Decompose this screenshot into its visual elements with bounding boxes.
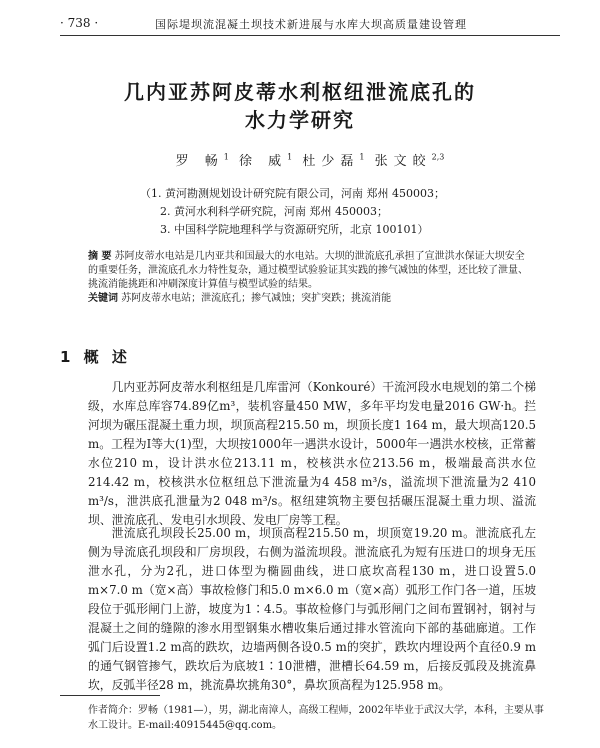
author: 杜少磊$^1$ — [302, 152, 365, 169]
page-header — [60, 16, 560, 32]
keywords-text: 苏阿皮蒂水电站；泄流底孔；掺气减蚀；突扩突跌；挑流消能 — [121, 293, 392, 304]
footnote — [88, 703, 548, 733]
affiliation: 3. 中国科学院地理科学与资源研究所，北京 100101） — [160, 223, 429, 236]
abstract-text: 苏阿皮蒂水电站是几内亚共和国最大的水电站。大坝的泄流底孔承担了宣泄洪水保证大坝安全的重要任务，泄流底孔水力特性复杂，通过模型试验验证其实践的掺气减蚀的体型，还比较了泄量、挑流消能挑距和冲刷深度计算值与模型试验的结果。 — [88, 251, 528, 290]
abstract — [88, 250, 528, 306]
affiliation: （1. 黄河勘测规划设计研究院有限公司，河南 郑州 450003； — [140, 187, 445, 200]
footnote-label: 作者简介： — [88, 705, 138, 716]
page-number: · 738 · — [60, 16, 99, 30]
running-head: 国际堤坝流混凝土坝技术新进展与水库大坝高质量建设管理 — [155, 18, 467, 31]
footnote-text: 罗畅（1981—），男，湖北南漳人，高级工程师，2002年毕业于武汉大学，本科，主要从事水工设计。E-mail:40915445@qq.com。 — [88, 705, 544, 731]
footnote-rule — [60, 695, 160, 696]
section-heading — [60, 346, 131, 367]
section-title: 概 述 — [83, 348, 131, 366]
paper-title-line-1: 几内亚苏阿皮蒂水利枢纽泄流底孔的 — [124, 80, 476, 104]
paper-title-line-2: 水力学研究 — [245, 108, 355, 132]
body-paragraph: 几内亚苏阿皮蒂水利枢纽是几库雷河（Konkouré）干流河段水电规划的第二个梯级，水库总库容74.89亿m³，装机容量450 MW，多年平均发电量2016 GW·h。拦河坝为碾压混凝土重力坝，坝顶高程215.50 m，坝顶长度1 164 m，最大坝高120.5 m。工程为Ⅰ等大(1)型，大坝按1000年一遇洪水设计，5000年一遇洪水校核，正常蓄水位210 m，设计洪水位213.11 m，校核洪水位213.56 m，极端最高洪水位214.42 m，校核洪水位枢纽总下泄流量为4 458 m³/s，溢流坝下泄流量为2 410 m³/s，泄洪底孔泄量为2 048 m³/s。枢纽建筑物主要包括碾压混凝土重力坝、溢流坝、泄流底孔、发电引水坝段、发电厂房等工程。 — [88, 380, 536, 527]
affiliation: 2. 黄河水利科学研究院，河南 郑州 450003； — [160, 205, 388, 218]
body-paragraph: 泄流底孔坝段长25.00 m，坝顶高程215.50 m，坝顶宽19.20 m。泄流底孔左侧为导流底孔坝段和厂房坝段，右侧为溢流坝段。泄流底孔为短有压进口的坝身无压泄水孔，分为2孔，进口体型为椭圆曲线，进口底坎高程130 m，进口设置5.0 m×7.0 m（宽×高）事故检修门和5.0 m×6.0 m（宽×高）弧形工作门各一道，压坡段位于弧形闸门上游，坡度为1∶4.5。事故检修门与弧形闸门之间布置钢衬，钢衬与混凝土之间的缝隙的渗水用型钢集水槽收集后通过排水管流向下部的基础廊道。工作弧门后设置1.2 m高的跌坎，边墙两侧各设0.5 m的突扩，跌坎内埋设两个直径0.9 m的通气钢管掺气，跌坎后为底坡1∶10泄槽，泄槽长64.59 m，后接反弧段及挑流鼻坎，反弧半径28 m，挑流鼻坎挑角30°，鼻坎顶高程为125.958 m。 — [88, 526, 536, 692]
abstract-body — [88, 250, 528, 292]
abstract-label: 摘 要 — [88, 251, 112, 262]
author: 张文皎$^{2,3}$ — [374, 152, 445, 169]
keywords — [88, 292, 528, 306]
author: 罗 畅$^1$ — [175, 152, 229, 169]
header-rule — [60, 35, 560, 36]
author: 徐 威$^1$ — [239, 152, 293, 169]
author-list — [60, 150, 560, 169]
section-number: 1 — [60, 348, 75, 366]
keywords-label: 关键词 — [88, 293, 118, 304]
